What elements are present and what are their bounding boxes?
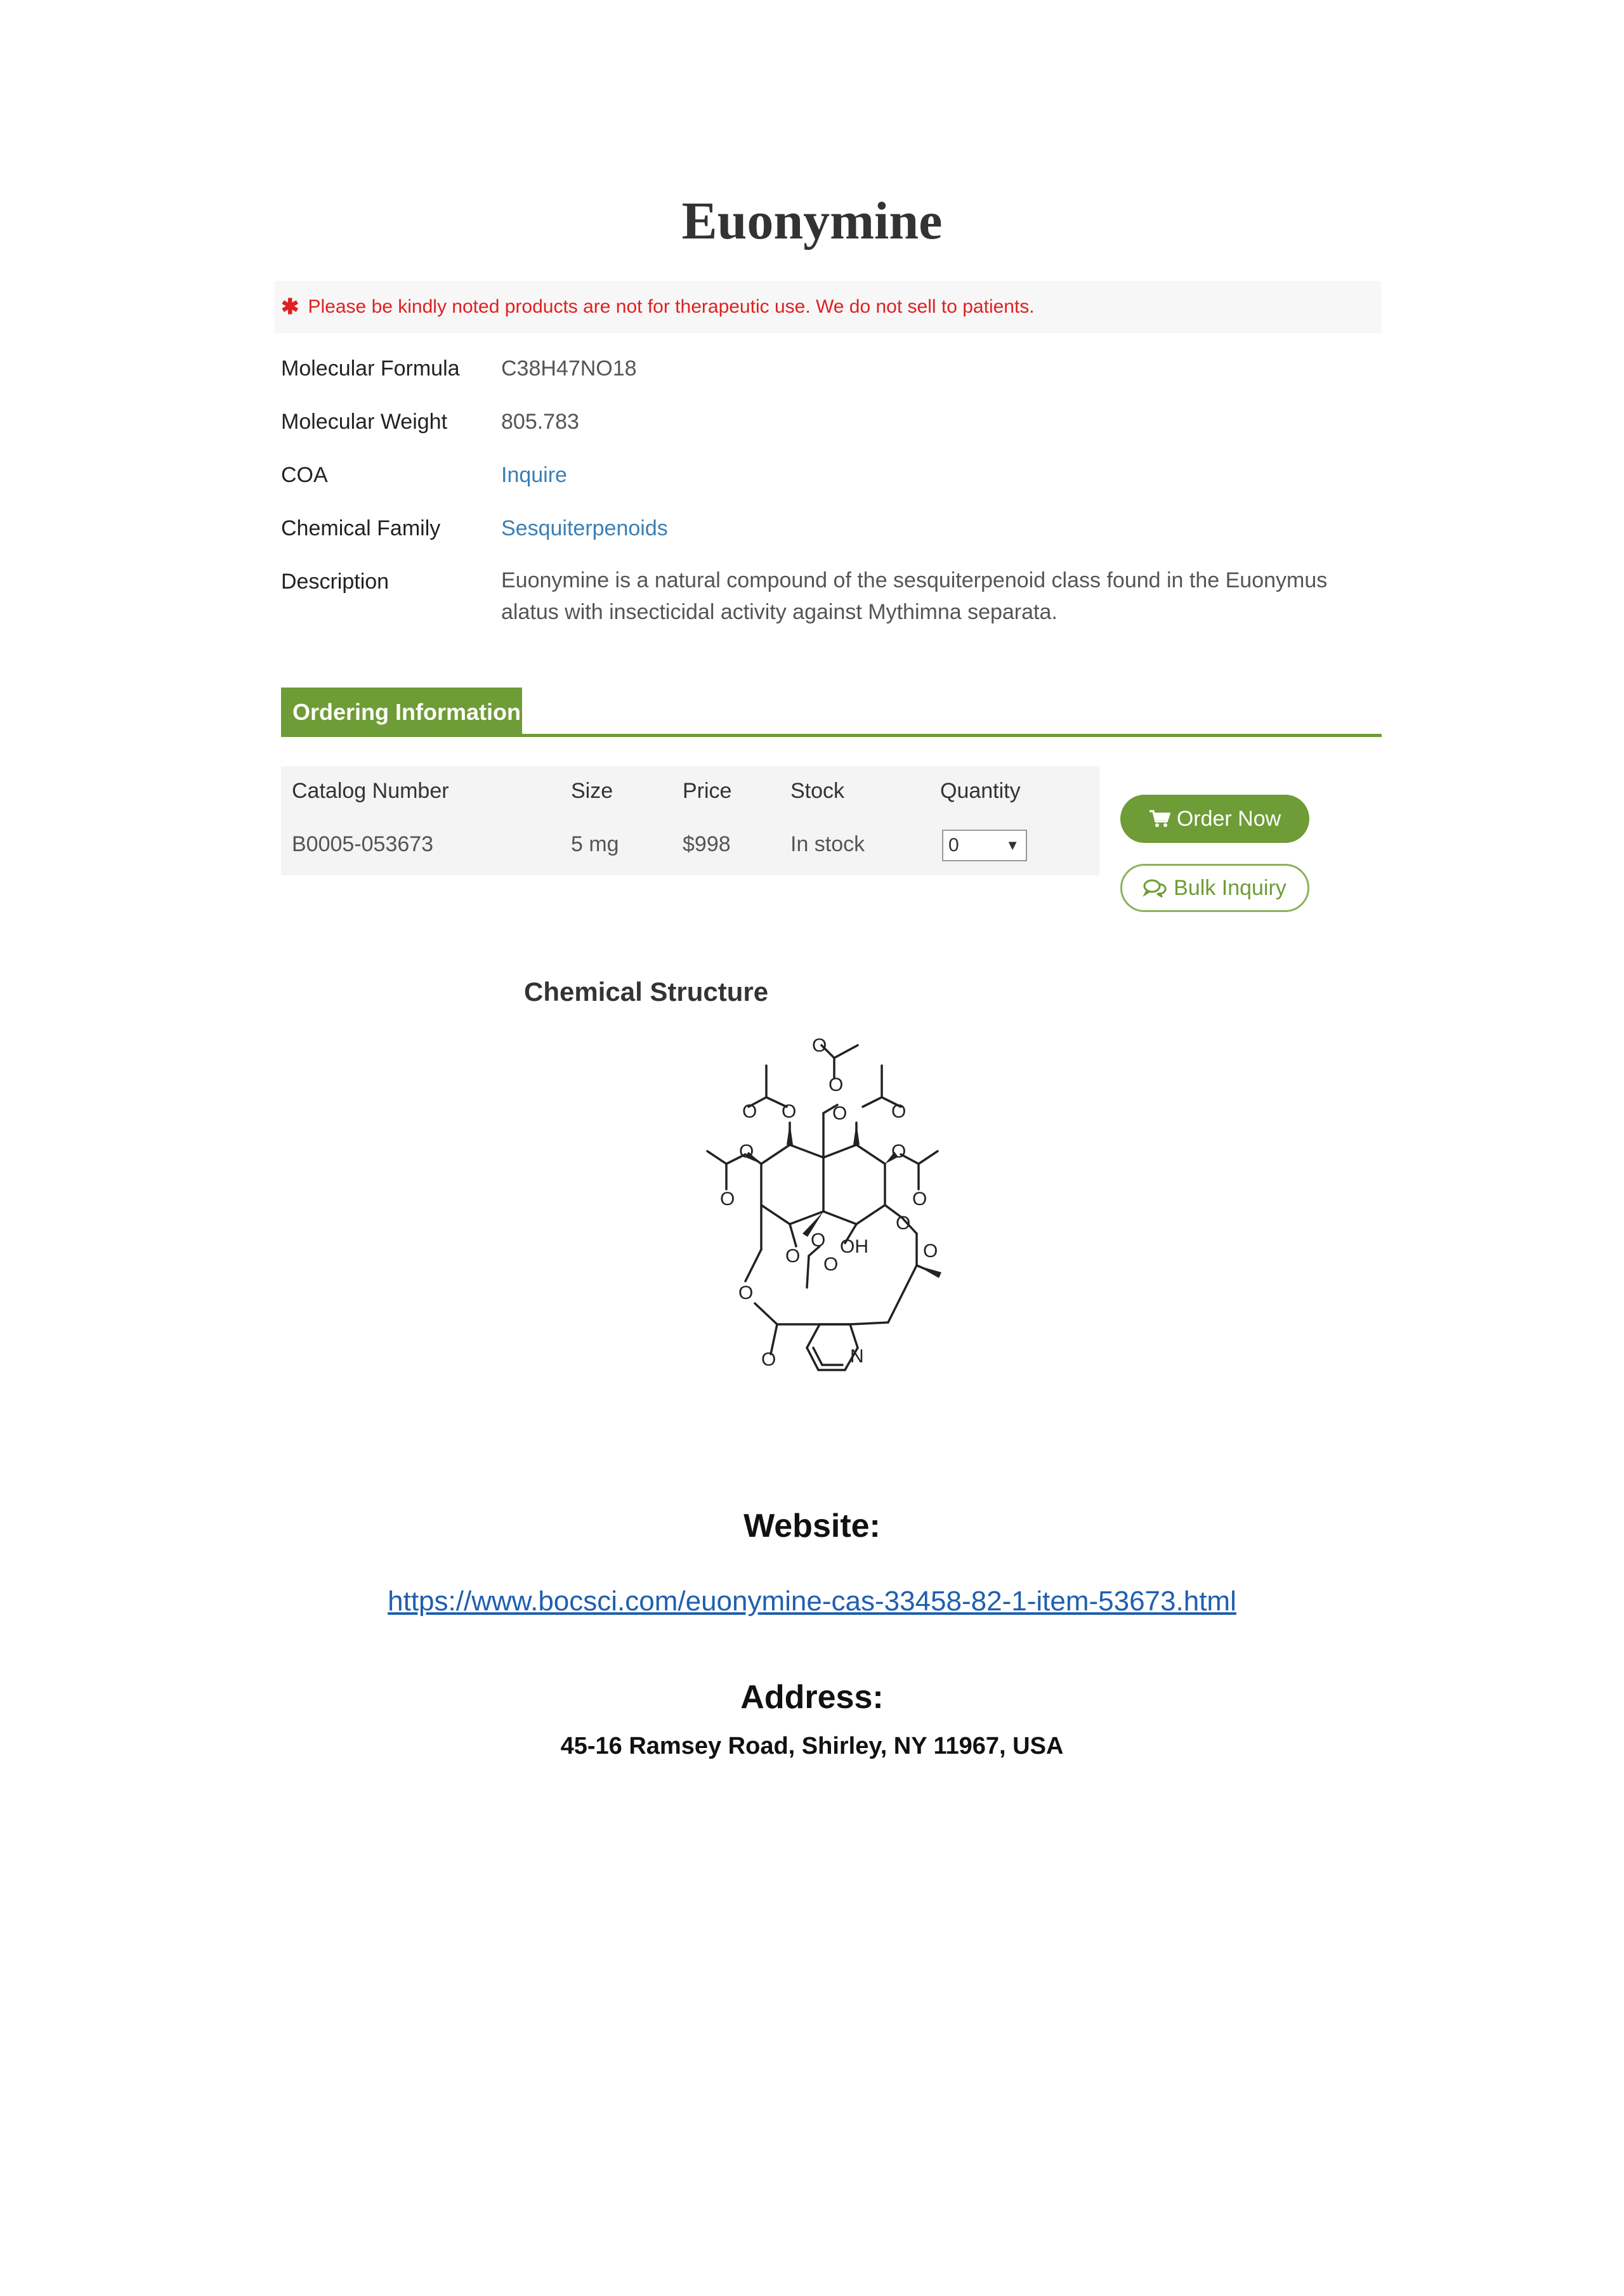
atom-o-12: O: [811, 1230, 826, 1251]
cell-size: 5 mg: [571, 832, 619, 856]
col-header-size: Size: [571, 779, 613, 803]
order-now-label: Order Now: [1176, 806, 1281, 831]
atom-o-17: O: [761, 1349, 776, 1370]
atom-o-7: O: [739, 1141, 754, 1162]
atom-o-3: O: [742, 1101, 757, 1122]
col-header-stock: Stock: [790, 779, 845, 803]
coa-label: COA: [281, 463, 328, 487]
col-header-quantity: Quantity: [940, 779, 1021, 803]
website-label: Website:: [743, 1508, 881, 1544]
col-header-catalog: Catalog Number: [292, 779, 449, 803]
atom-o-10: O: [912, 1189, 927, 1210]
atom-o-9: O: [720, 1189, 735, 1210]
asterisk-icon: ✱: [281, 295, 299, 319]
quantity-select[interactable]: [942, 830, 1027, 861]
atom-o-13: O: [785, 1246, 801, 1267]
atom-o-8: O: [891, 1141, 907, 1162]
weight-label: Molecular Weight: [281, 410, 448, 434]
family-link[interactable]: Sesquiterpenoids: [501, 516, 668, 540]
page-title: Euonymine: [681, 192, 943, 251]
quantity-value: 0: [948, 835, 959, 856]
order-now-button[interactable]: [1120, 795, 1309, 843]
chat-bubbles-icon: [1143, 878, 1167, 897]
bulk-inquiry-label: Bulk Inquiry: [1174, 875, 1287, 900]
formula-value: C38H47NO18: [501, 356, 637, 381]
atom-o-6: O: [891, 1101, 907, 1122]
atom-o-11: O: [896, 1213, 911, 1234]
weight-value: 805.783: [501, 410, 579, 434]
family-label: Chemical Family: [281, 516, 441, 540]
chemical-structure-title: Chemical Structure: [524, 977, 769, 1007]
cell-price: $998: [683, 832, 731, 856]
cell-stock: In stock: [790, 832, 865, 856]
atom-n: N: [850, 1346, 864, 1367]
cart-icon: [1149, 809, 1170, 828]
atom-o-14: O: [823, 1254, 839, 1275]
notice-text: Please be kindly noted products are not for therapeutic use. We do not sell to patients.: [308, 296, 1035, 317]
address-label: Address:: [740, 1679, 884, 1716]
atom-o-16: O: [738, 1282, 754, 1303]
website-link[interactable]: https://www.bocsci.com/euonymine-cas-33458-82-1-item-53673.html: [388, 1586, 1236, 1617]
ordering-divider: [281, 734, 1382, 737]
bulk-inquiry-button[interactable]: [1120, 864, 1309, 912]
atom-o-2: O: [828, 1074, 844, 1095]
dropdown-arrow-icon: ▼: [1005, 837, 1019, 853]
atom-o-4: O: [782, 1101, 797, 1122]
chemical-structure-diagram: [660, 1027, 990, 1402]
description-label: Description: [281, 570, 390, 594]
address-value: 45-16 Ramsey Road, Shirley, NY 11967, USA: [560, 1733, 1064, 1759]
col-header-price: Price: [683, 779, 732, 803]
atom-o-1: O: [812, 1035, 827, 1056]
cell-catalog: B0005-053673: [292, 832, 434, 856]
description-value: Euonymine is a natural compound of the sesquiterpenoid class found in the Euonymus alatus with insecticidal activity against Mythimna separata.: [501, 568, 1328, 624]
formula-label: Molecular Formula: [281, 356, 460, 381]
atom-o-5: O: [832, 1103, 848, 1124]
coa-inquire-link[interactable]: Inquire: [501, 463, 567, 487]
atom-oh: OH: [840, 1236, 868, 1257]
notice-banner: [275, 281, 1381, 333]
ordering-information-tab[interactable]: Ordering Information: [281, 688, 522, 737]
atom-o-15: O: [923, 1241, 938, 1262]
